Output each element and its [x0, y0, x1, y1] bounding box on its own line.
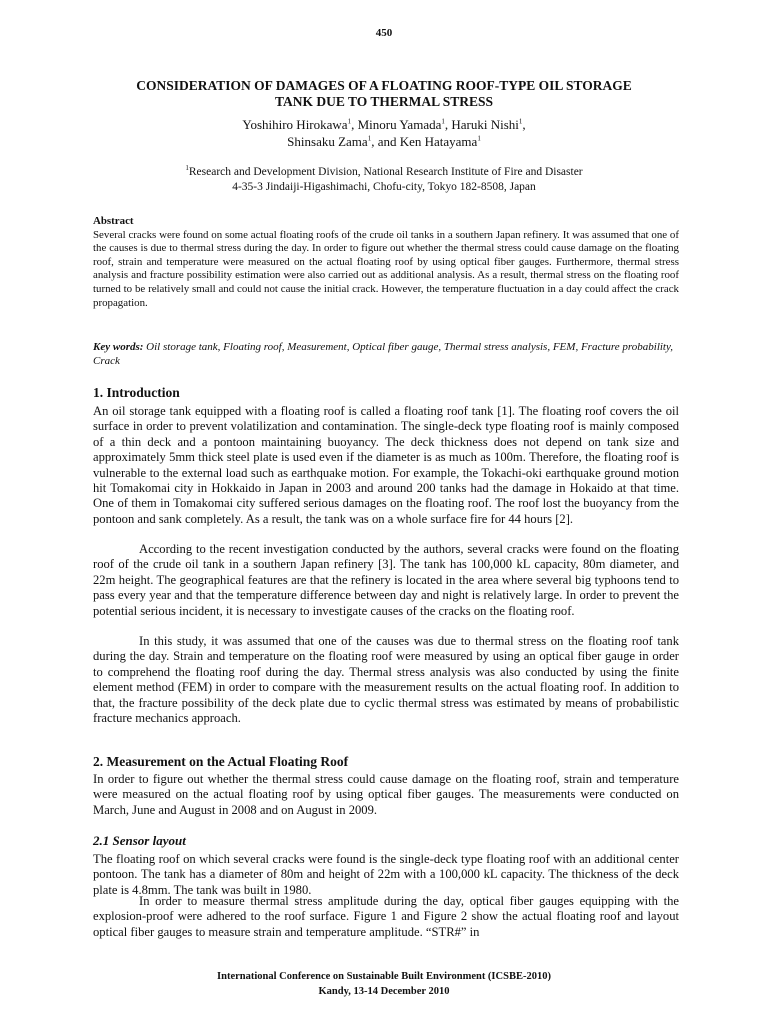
affiliation-mark: 1 [518, 117, 523, 126]
keywords-label: Key words: [93, 341, 144, 353]
affiliation-mark: 1 [347, 117, 352, 126]
page-number: 450 [375, 27, 393, 39]
page-footer [60, 969, 708, 999]
footer-conference: International Conference on Sustainable Built Environment (ICSBE-2010) [217, 971, 551, 982]
keywords-text: Oil storage tank, Floating roof, Measurement, Optical fiber gauge, Thermal stress analysis, FEM, Fracture probability, Crack [93, 341, 674, 367]
author-name: , Haruki Nishi [444, 117, 519, 132]
affiliation-line-1: Research and Development Division, National Research Institute of Fire and Disaster [188, 166, 583, 178]
abstract-text: Several cracks were found on some actual floating roofs of the crude oil tanks in a southern Japan refinery. It was assumed that one of the causes is due to thermal stress during the day. In order to figure out whether the thermal stress could cause damage on the floating roof, strain and temperature were measured on the actual floating roof by using optical fiber gauges. Furthermore, thermal stress analysis and fracture possibility estimation were also carried out as additional analysis. As a result, thermal stress on the floating roof turned to be relatively small and could not cause the initial crack. However, the temperature fluctuation in a day could affect the crack propagation. [93, 228, 679, 309]
affiliation [60, 165, 708, 195]
affiliation-mark: 1 [441, 117, 445, 126]
section-2-1-paragraph-2: In order to measure thermal stress amplitude during the day, optical fiber gauges equipping with the explosion-proof were adhered to the roof surface. Figure 1 and Figure 2 show the actual floating roof and layout optical fiber gauges to measure strain and temperature amplitude. “STR#” in [93, 894, 679, 939]
footer-location-date: Kandy, 13-14 December 2010 [318, 986, 450, 997]
author-name: Yoshihiro Hirokawa [242, 117, 348, 132]
author-name: Shinsaku Zama [287, 134, 368, 149]
paper-title-line-2: TANK DUE TO THERMAL STRESS [274, 94, 494, 109]
section-2-heading: 2. Measurement on the Actual Floating Roof [93, 754, 349, 769]
affiliation-mark: 1 [367, 134, 372, 143]
author-separator: , [522, 117, 526, 132]
section-1-paragraph-2: According to the recent investigation conducted by the authors, several cracks were found on the floating roof of the crude oil tank in a southern Japan refinery [3]. The tank has 100,000 kL capacity, 80m diameter, and 22m height. The geographical features are that the refinery is located in the area where several big typhoons tend to pass every year and that the temperature difference between day and night is relatively large. In order to prevent the potential serious incident, it is necessary to investigate causes of the cracks on the floating roof. [93, 542, 679, 618]
affiliation-line-2: 4-35-3 Jindaiji-Higashimachi, Chofu-city, Tokyo 182-8508, Japan [232, 181, 536, 193]
affiliation-mark: 1 [477, 134, 481, 143]
author-name: , Minoru Yamada [351, 117, 442, 132]
paper-title [60, 78, 708, 110]
section-1-heading: 1. Introduction [93, 385, 180, 400]
section-1-paragraph-3: In this study, it was assumed that one of the causes was due to thermal stress on the floating roof tank during the day. Strain and temperature on the floating roof were measured by using an optical fiber gauge in order to comprehend the floating roof during the day. Thermal stress analysis was also conducted by using the finite element method (FEM) in order to compare with the measurement results on the actual floating roof. In addition to that, the fracture possibility of the deck plate due to cyclic thermal stress was estimated by means of probabilistic fracture mechanics approach. [93, 634, 679, 726]
abstract [93, 215, 679, 310]
author-list [60, 116, 708, 150]
paper-title-line-1: CONSIDERATION OF DAMAGES OF A FLOATING ROOF-TYPE OIL STORAGE [136, 78, 632, 93]
keywords [93, 340, 679, 368]
affiliation-mark: 1 [185, 164, 189, 173]
abstract-label: Abstract [93, 215, 134, 227]
section-2-1-heading: 2.1 Sensor layout [93, 833, 186, 848]
section-2-1-paragraph-1: The floating roof on which several cracks were found is the single-deck type floating roof with an additional center pontoon. The tank has a diameter of 80m and height of 22m with a 100,000 kL capacity. The thickness of the deck plate is 4.8mm. The tank was built in 1980. [93, 852, 679, 897]
author-name: , and Ken Hatayama [371, 134, 478, 149]
section-2-paragraph-1: In order to figure out whether the thermal stress could cause damage on the floating roof, strain and temperature were measured on the actual floating roof by using optical fiber gauges. The measurements were conducted on March, June and August in 2008 and on August in 2009. [93, 772, 679, 817]
section-1-paragraph-1: An oil storage tank equipped with a floating roof is called a floating roof tank [1]. The floating roof covers the oil surface in order to prevent volatilization and contamination. The single-deck type floating roof is mainly composed of a thin deck and a pontoon maintaining buoyancy. The deck thickness does not depend on tank size and approximately 5mm thick steel plate is used even if the diameter is as much as 100m. Therefore, the floating roof is vulnerable to the external load such as earthquake motion. For example, the Tokachi-oki earthquake ground motion hit Tomakomai city in Hokkaido in Japan in 2003 and around 200 tanks had the damage in Hokaido at that time. One of them in Tomakomai city suffered serious damages on the floating roof. The roof lost the buoyancy from the pontoon and sank completely. As a result, the tank was on a whole surface fire for 44 hours [2]. [93, 404, 679, 526]
